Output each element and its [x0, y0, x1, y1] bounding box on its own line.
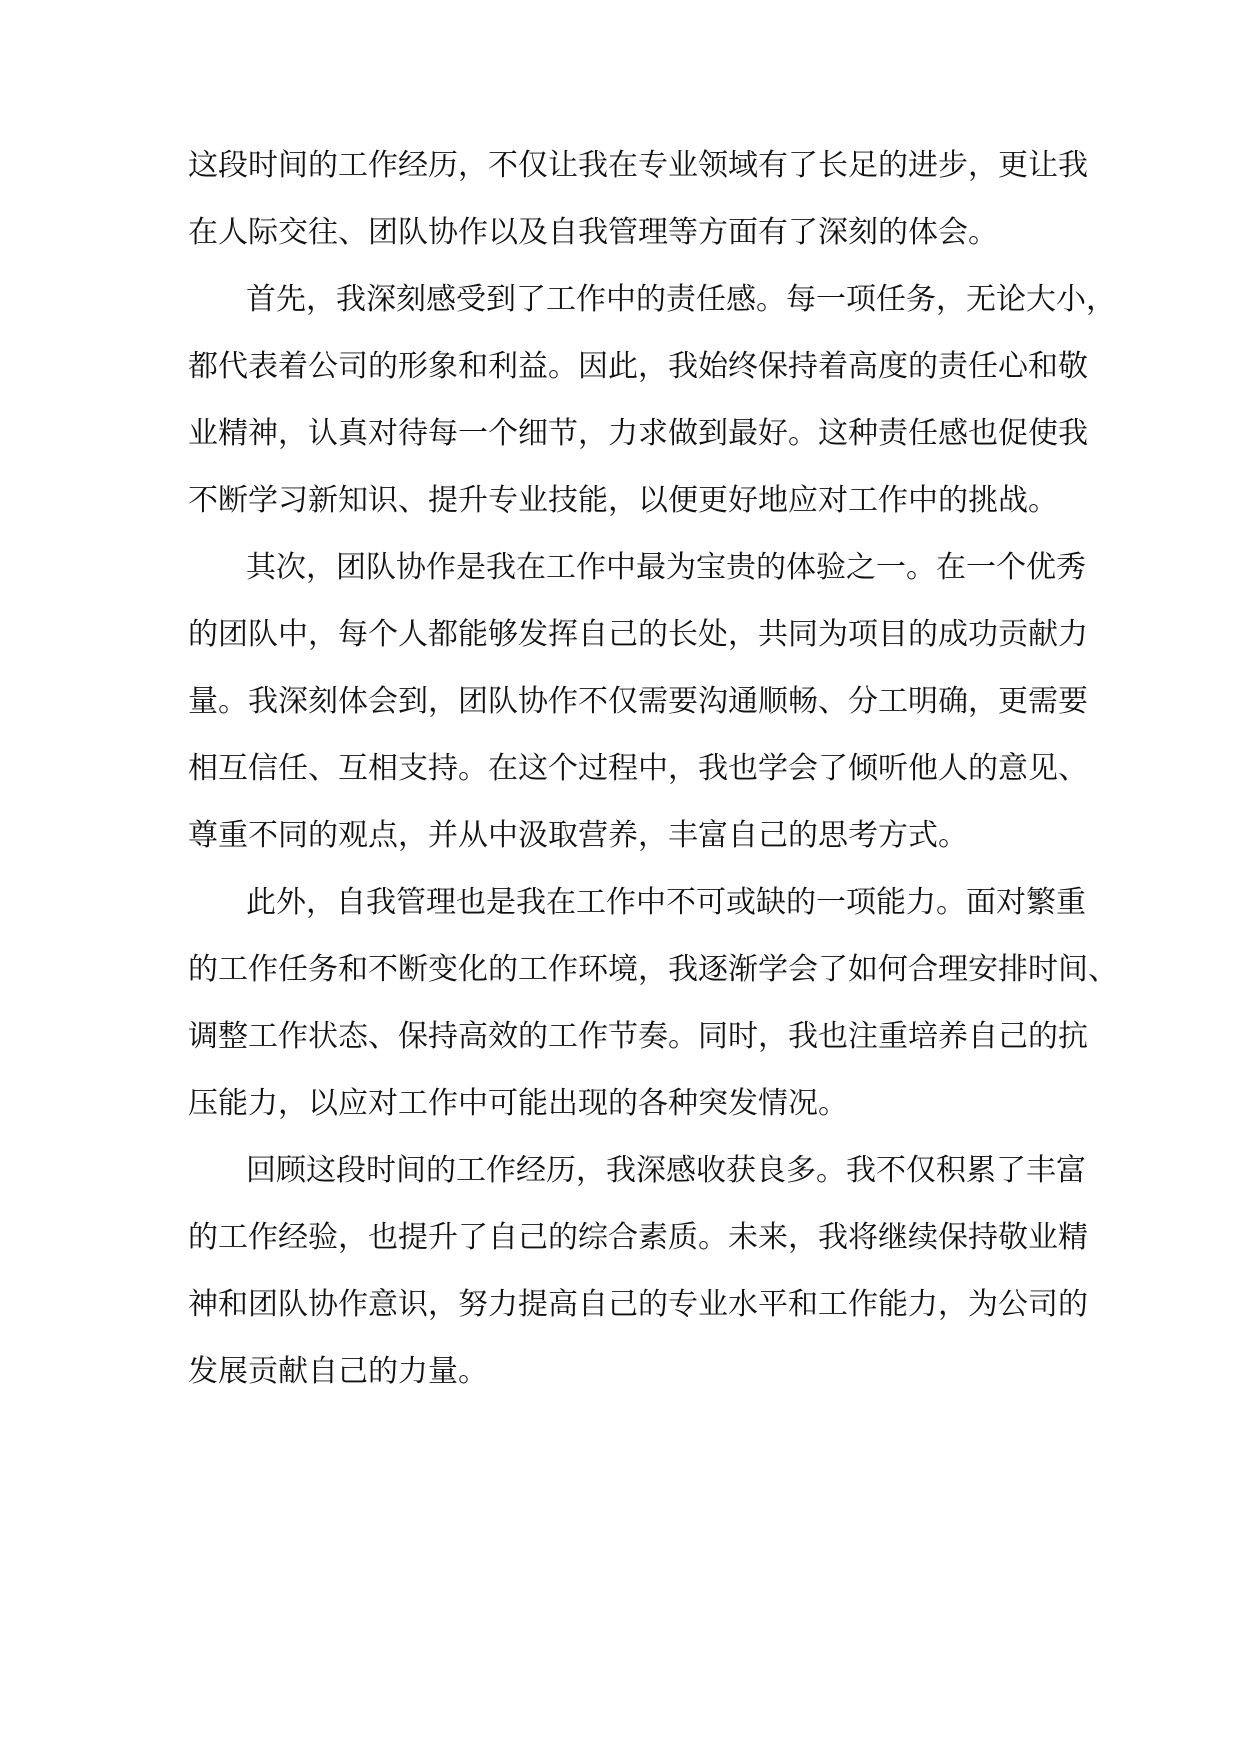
text-line: 神和团队协作意识，努力提高自己的专业水平和工作能力，为公司的 — [188, 1287, 1088, 1322]
text-line: 发展贡献自己的力量。 — [188, 1354, 488, 1389]
text-line: 业精神，认真对待每一个细节，力求做到最好。这种责任感也促使我 — [188, 416, 1088, 451]
text-line: 调整工作状态、保持高效的工作节奏。同时，我也注重培养自己的抗 — [188, 1019, 1088, 1054]
text-line: 尊重不同的观点，并从中汲取营养，丰富自己的思考方式。 — [188, 818, 968, 853]
paragraph-start-line: 其次，团队协作是我在工作中最为宝贵的体验之一。在一个优秀 — [246, 550, 1086, 585]
paragraph-start-line: 回顾这段时间的工作经历，我深感收获良多。我不仅积累了丰富 — [246, 1153, 1086, 1188]
text-line: 在人际交往、团队协作以及自我管理等方面有了深刻的体会。 — [188, 215, 998, 250]
text-line: 这段时间的工作经历，不仅让我在专业领域有了长足的进步，更让我 — [188, 148, 1088, 183]
text-line: 相互信任、互相支持。在这个过程中，我也学会了倾听他人的意见、 — [188, 751, 1088, 786]
text-line: 的工作任务和不断变化的工作环境，我逐渐学会了如何合理安排时间、 — [188, 952, 1118, 987]
text-line: 都代表着公司的形象和利益。因此，我始终保持着高度的责任心和敬 — [188, 349, 1088, 384]
paragraph-start-line: 首先，我深刻感受到了工作中的责任感。每一项任务，无论大小， — [246, 282, 1116, 317]
text-line: 不断学习新知识、提升专业技能，以便更好地应对工作中的挑战。 — [188, 483, 1058, 518]
text-line: 的团队中，每个人都能够发挥自己的长处，共同为项目的成功贡献力 — [188, 617, 1088, 652]
text-line: 的工作经验，也提升了自己的综合素质。未来，我将继续保持敬业精 — [188, 1220, 1088, 1255]
text-line: 量。我深刻体会到，团队协作不仅需要沟通顺畅、分工明确，更需要 — [188, 684, 1088, 719]
text-line: 压能力，以应对工作中可能出现的各种突发情况。 — [188, 1086, 848, 1121]
paragraph-start-line: 此外，自我管理也是我在工作中不可或缺的一项能力。面对繁重 — [246, 885, 1086, 920]
